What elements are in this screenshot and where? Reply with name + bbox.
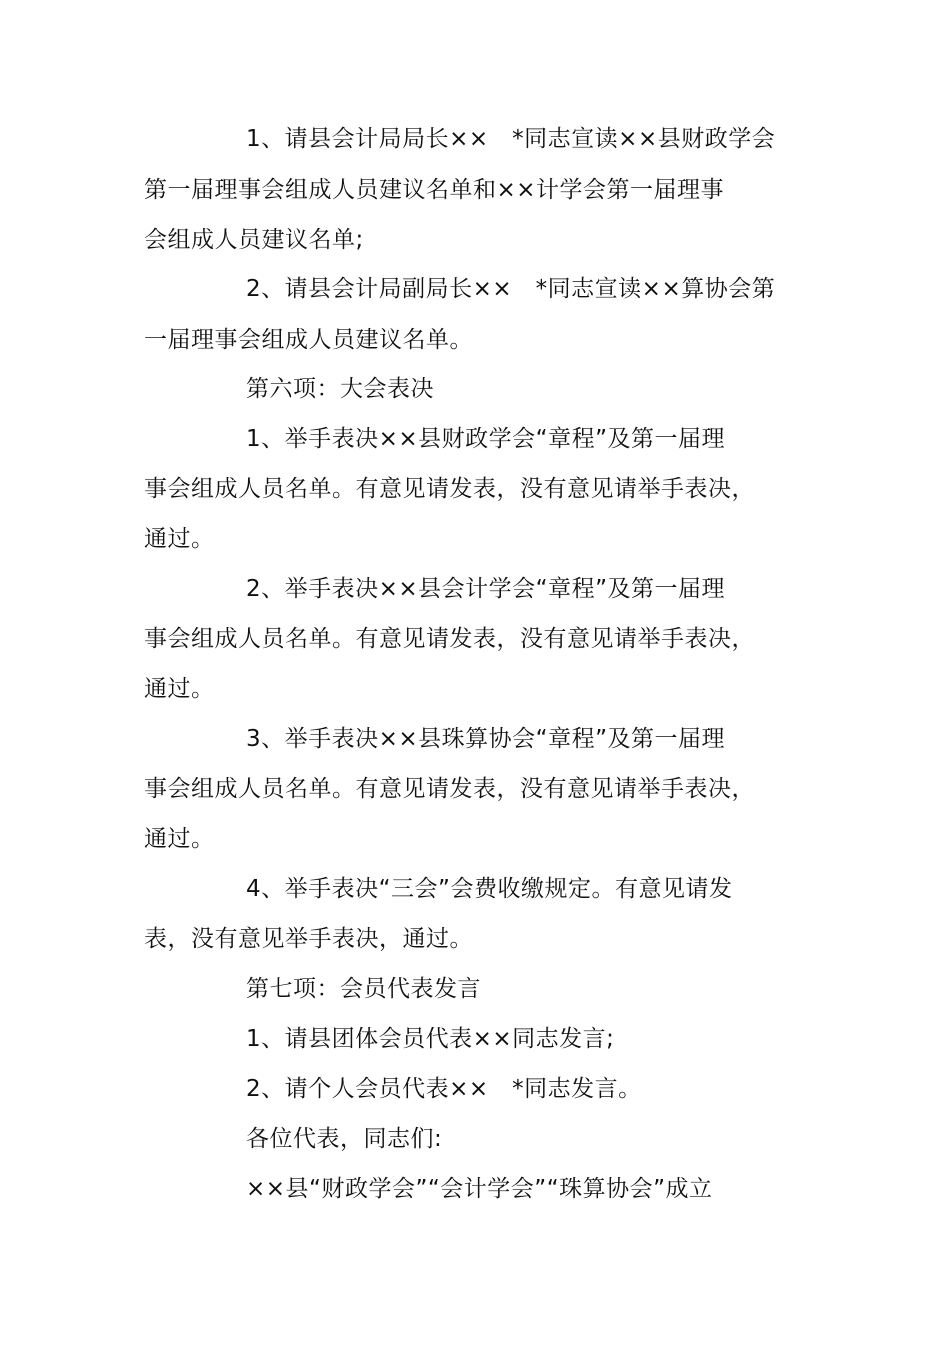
section-heading-7: 第七项：会员代表发言 (246, 976, 481, 1002)
text-line-8: 事会组成人员名单。有意见请发表，没有意见请举手表决， (144, 476, 755, 502)
section-heading-6: 第六项：大会表决 (246, 376, 434, 402)
text-line-15: 通过。 (144, 826, 215, 852)
text-line-5: 一届理事会组成人员建议名单。 (144, 327, 473, 353)
text-line-10: 2、举手表决××县会计学会“章程”及第一届理 (246, 576, 726, 602)
text-line-16: 4、举手表决“三会”会费收缴规定。有意见请发 (246, 876, 733, 902)
text-line-13: 3、举手表决××县珠算协会“章程”及第一届理 (246, 726, 726, 752)
text-line-20: 2、请个人会员代表×× *同志发言。 (246, 1076, 642, 1102)
text-line-7: 1、举手表决××县财政学会“章程”及第一届理 (246, 426, 726, 452)
text-line-3: 会组成人员建议名单; (144, 227, 364, 253)
text-line-17: 表，没有意见举手表决，通过。 (144, 926, 473, 952)
text-line-21: 各位代表，同志们: (246, 1126, 443, 1152)
text-line-4: 2、请县会计局副局长×× *同志宣读××算协会第 (246, 276, 776, 302)
text-line-22: ××县“财政学会”“会计学会”“珠算协会”成立 (246, 1176, 713, 1202)
text-line-14: 事会组成人员名单。有意见请发表，没有意见请举手表决， (144, 776, 755, 802)
text-line-11: 事会组成人员名单。有意见请发表，没有意见请举手表决， (144, 626, 755, 652)
text-line-2: 第一届理事会组成人员建议名单和××计学会第一届理事 (144, 177, 725, 203)
text-line-9: 通过。 (144, 526, 215, 552)
text-line-1: 1、请县会计局局长×× *同志宣读××县财政学会 (246, 126, 776, 152)
text-line-19: 1、请县团体会员代表××同志发言; (246, 1026, 615, 1052)
text-line-12: 通过。 (144, 676, 215, 702)
